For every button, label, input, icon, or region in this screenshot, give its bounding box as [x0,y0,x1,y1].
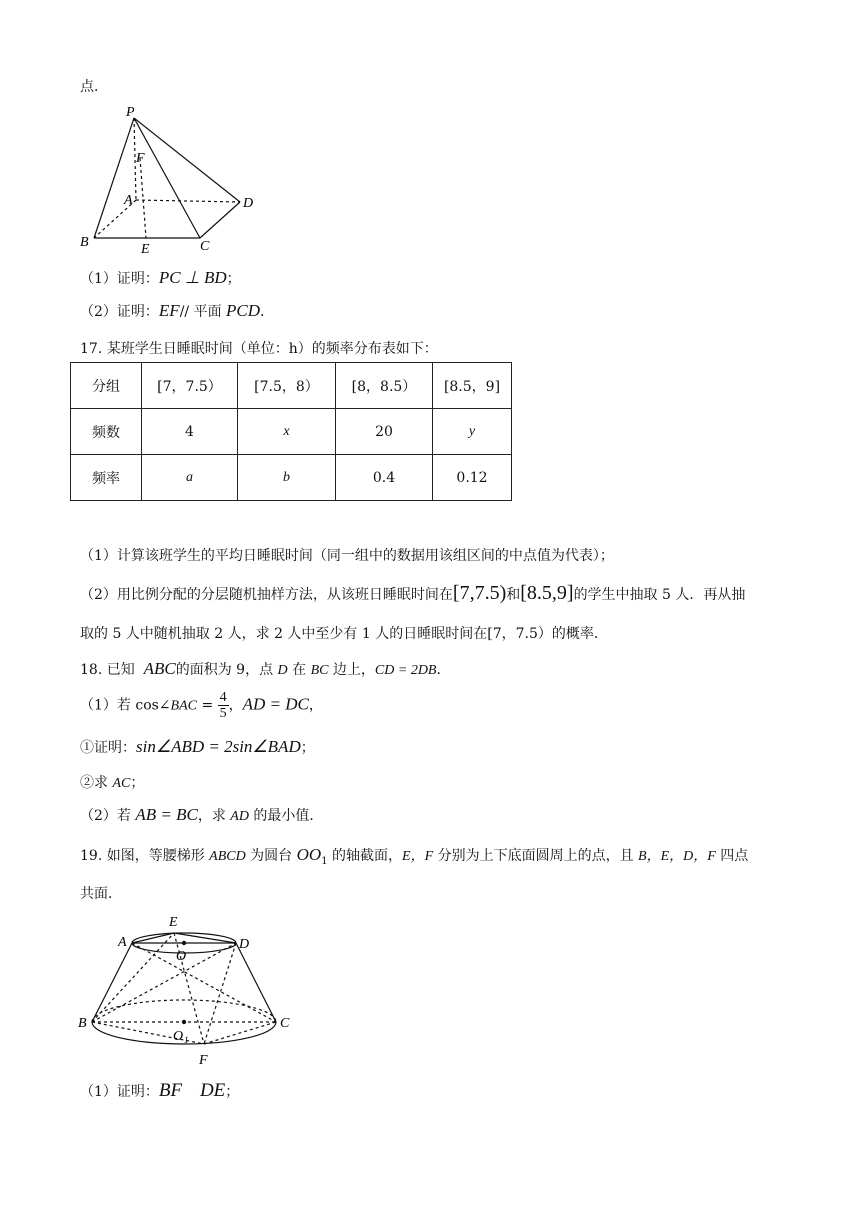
frequency-table [70,362,512,501]
center-o [182,941,186,945]
q16-part1: （1）证明：PC ⊥ BD； [80,268,241,287]
label-e: E [169,915,178,930]
label-p: P [126,105,135,120]
label-d: D [243,196,254,211]
q16-part2: （2）证明：EF// 平面 PCD． [80,301,275,320]
edge-cd [200,202,240,238]
continuation-text: 点． [80,79,108,95]
table-cell: a [142,455,238,501]
edge-pc [134,118,200,238]
q18-part2: （2）若 AB = BC，求 AD 的最小值． [80,805,324,824]
table-cell: 分组 [71,363,142,409]
q17-part2-line2: 取的 5 人中随机抽取 2 人，求 2 人中至少有 1 人的日睡眠时间在[7，7.5）的概率． [80,626,608,642]
slant-right [236,943,276,1022]
table-row-header [71,363,512,409]
table-cell: [8.5，9] [433,363,512,409]
fraction-four-fifths: $\frac{4}{5}$ [219,690,227,721]
segment-be [92,933,174,1022]
table-row-frequency [71,455,512,501]
label-f: F [199,1053,208,1068]
table-cell: [8，8.5） [336,363,433,409]
segment-bd [92,943,236,1022]
table-cell: [7.5，8） [238,363,336,409]
q19-line1: 19. 如图，等腰梯形 ABCD 为圆台 $OO_1$ 的轴截面，E，F 分别为上下底面圆周上的点，且 B，E，D，F 四点 [80,845,749,867]
table-cell: 频率 [71,455,142,501]
pyramid-figure [70,100,270,260]
label-c: C [200,239,210,254]
label-b: B [78,1016,87,1031]
label-o: O [176,949,187,964]
q18-sub2: ②求 AC； [80,775,145,791]
q17-intro: 17. 某班学生日睡眠时间（单位：h）的频率分布表如下： [80,341,438,357]
table-cell: y [433,409,512,455]
q18-intro: 18. 已知 ABC的面积为 9，点 D 在 BC 边上，CD = 2DB． [80,659,451,678]
segment-ac [132,943,276,1022]
label-c: C [280,1016,290,1031]
label-e: E [141,242,150,257]
label-f: F [136,151,145,166]
table-cell: x [238,409,336,455]
bottom-back-arc [92,1000,276,1022]
label-o1: O [173,1029,184,1044]
label-o1-sub: 1 [184,1035,189,1045]
table-cell: 0.4 [336,455,433,501]
label-a: A [118,935,127,950]
q19-part1: （1）证明：BF DE； [80,1080,240,1101]
edge-fe [140,158,146,238]
q17-part2-line1: （2）用比例分配的分层随机抽样方法，从该班日睡眠时间在[7,7.5)和[8.5,9]的学生中抽取 5 人．再从抽 [80,582,746,604]
table-cell: b [238,455,336,501]
q19-line2: 共面． [80,886,122,902]
q18-sub1: ①证明：sin∠ABD = 2sin∠BAD； [80,737,315,756]
center-o1 [182,1020,186,1024]
table-cell: 20 [336,409,433,455]
frustum-figure [76,906,306,1070]
slant-left [92,943,132,1022]
table-cell: [7，7.5） [142,363,238,409]
table-row-count [71,409,512,455]
label-b: B [80,235,89,250]
edge-pd [134,118,240,202]
label-d: D [239,937,250,952]
table-cell: 0.12 [433,455,512,501]
edge-pb [94,118,134,238]
table-cell: 频数 [71,409,142,455]
q17-part1: （1）计算该班学生的平均日睡眠时间（同一组中的数据用该组区间的中点值为代表）； [80,548,614,564]
label-a: A [124,193,133,208]
table-cell: 4 [142,409,238,455]
q18-part1: （1）若 cos∠BAC = $\frac{4}{5}$ ，AD = DC， [80,690,323,721]
edge-ad [136,200,240,202]
